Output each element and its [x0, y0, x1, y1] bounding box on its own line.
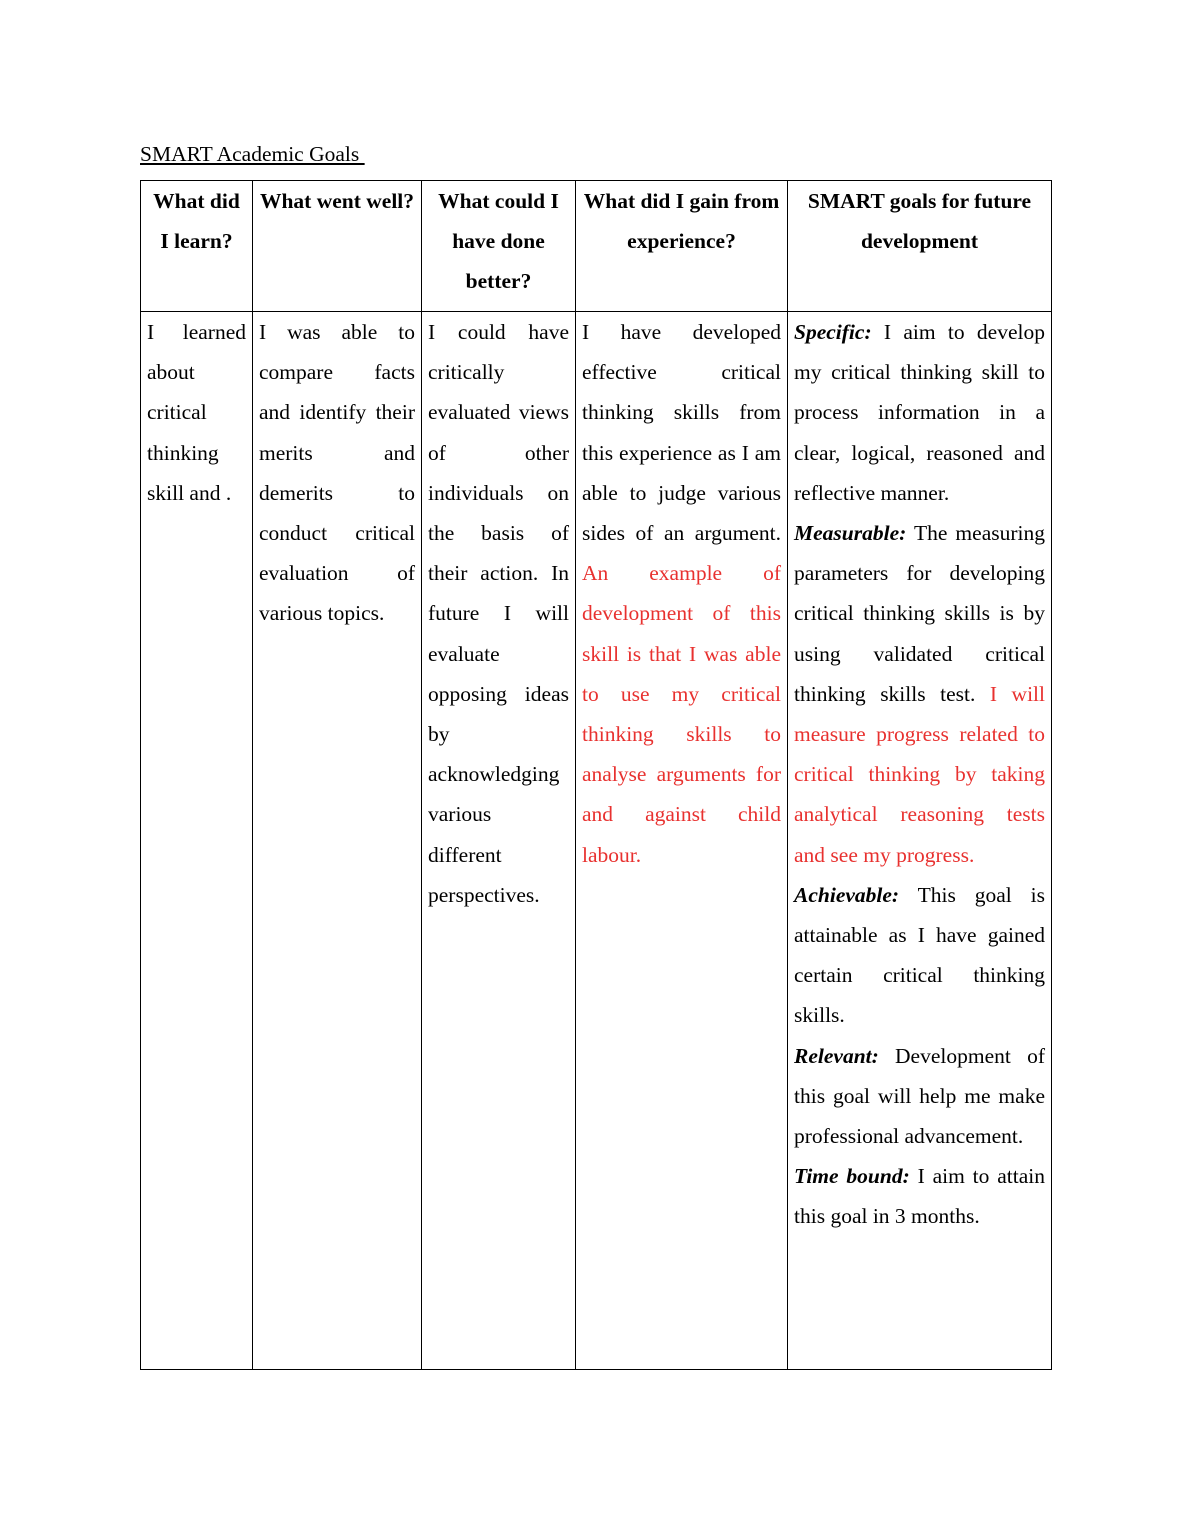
measurable-text: The measuring parameters for developing critical thinking skills is by using validated critical thinking skills test. — [794, 521, 1045, 706]
gain-highlight-text: An example of development of this skill is that I was able to use my critical thinking skills to analyse arguments for and against child labour. — [582, 561, 781, 867]
specific-label: Specific: — [794, 320, 872, 344]
measurable-label: Measurable: — [794, 521, 907, 546]
achievable-text: This goal is attainable as I have gained certain critical thinking skills. — [794, 882, 1045, 1028]
cell-went-well: I was able to compare facts and identify their merits and demerits to conduct critical evaluation of various topics. — [253, 312, 422, 1370]
specific-text: I aim to develop my critical thinking skill to process information in a clear, logical, reasoned and reflective manner. — [794, 320, 1045, 505]
header-gain: What did I gain from experience? — [576, 181, 788, 312]
smart-relevant — [794, 1036, 1045, 1157]
table-row — [141, 312, 1052, 1370]
smart-timebound — [794, 1156, 1045, 1236]
cell-smart-goals — [788, 312, 1052, 1370]
page-title: SMART Academic Goals — [140, 142, 365, 166]
smart-goals-table — [140, 180, 1052, 1370]
smart-measurable — [794, 513, 1045, 875]
smart-specific — [794, 312, 1045, 513]
measurable-highlight-text: I will measure progress related to critical thinking by taking analytical reasoning tests and see my progress. — [794, 681, 1046, 867]
relevant-text: Development of this goal will help me make professional advancement. — [794, 1043, 1045, 1149]
relevant-label: Relevant: — [794, 1043, 879, 1068]
smart-achievable — [794, 875, 1045, 1036]
timebound-label: Time bound: — [794, 1164, 910, 1189]
cell-done-better: I could have critically evaluated views of other individuals on the basis of their action. In future I will evaluate opposing ideas by acknowledging various different perspectives. — [422, 312, 576, 1370]
cell-gain — [576, 312, 788, 1370]
cell-learned: I learned about critical thinking skill and . — [141, 312, 253, 1370]
timebound-text: I aim to attain this goal in 3 months. — [794, 1164, 1045, 1229]
gain-text: I have developed effective critical thinking skills from this experience as I am able to judge various sides of an argument. — [582, 320, 781, 546]
table-header-row — [141, 181, 1052, 312]
achievable-label: Achievable: — [794, 882, 900, 907]
header-done-better: What could I have done better? — [422, 181, 576, 312]
header-went-well: What went well? — [253, 181, 422, 312]
header-learned: What did I learn? — [141, 181, 253, 312]
header-smart-goals: SMART goals for future development — [788, 181, 1052, 312]
